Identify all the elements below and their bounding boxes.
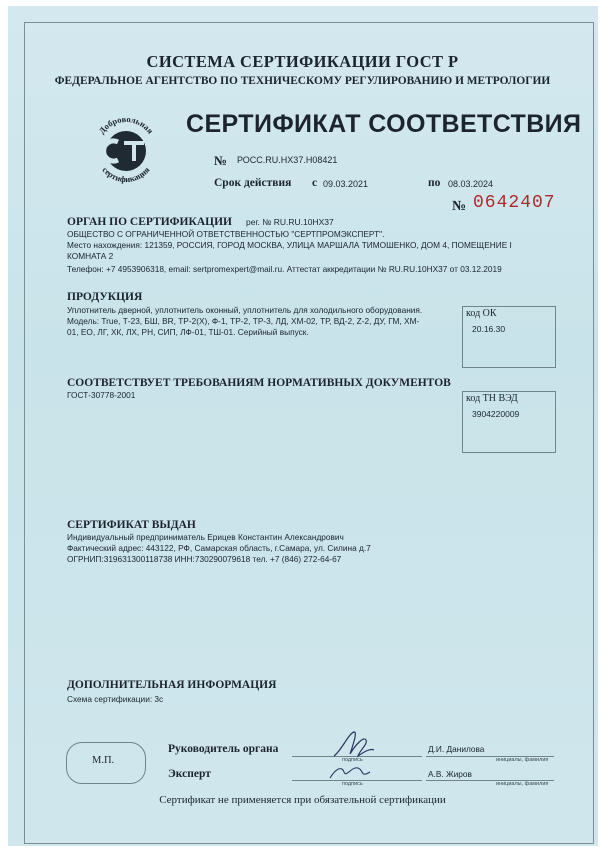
expert-name: А.В. Жиров (428, 769, 472, 779)
validity-from: 09.03.2021 (323, 179, 369, 189)
organ-line: Место нахождения: 121359, РОССИЯ, ГОРОД МОСКВА, УЛИЦА МАРШАЛА ТИМОШЕНКО, ДОМ 4, ПОМЕЩЕНИЕ I (67, 240, 512, 250)
validity-to: 08.03.2024 (448, 179, 494, 189)
organ-heading: ОРГАН ПО СЕРТИФИКАЦИИ (67, 216, 232, 228)
expert-label: Эксперт (168, 768, 211, 780)
logo-bottom-text: сертификация (100, 164, 152, 185)
tnved-code-label: код ТН ВЭД (466, 393, 518, 404)
issued-heading: СЕРТИФИКАТ ВЫДАН (67, 519, 196, 531)
organ-line: Телефон: +7 4953906318, email: sertpromexpert@mail.ru. Аттестат аккредитации № RU.RU.10НХ37 от 03.12.2019 (67, 264, 502, 274)
validity-label: Срок действия (214, 177, 292, 189)
product-line: 01, ЕО, ЛГ, ХК, ЛХ, РН, СИП, ЛФ-01, ТШ-01. Серийный выпуск. (67, 327, 309, 337)
additional-heading: ДОПОЛНИТЕЛЬНАЯ ИНФОРМАЦИЯ (67, 679, 277, 691)
validity-from-label: с (312, 177, 318, 189)
okpd-code: 20.16.30 (472, 324, 506, 334)
serial-number: 0642407 (473, 193, 556, 213)
expert-name-caption: инициалы, фамилия (496, 781, 549, 787)
organ-line: КОМНАТА 2 (67, 251, 114, 261)
product-line: Уплотнитель дверной, уплотнитель оконный, уплотнитель для холодильного оборудования. (67, 305, 423, 315)
head-name-caption: инициалы, фамилия (496, 757, 549, 763)
head-name: Д.И. Данилова (428, 744, 485, 754)
conformity-doc: ГОСТ-30778-2001 (67, 390, 136, 400)
issued-line: Фактический адрес: 443122, РФ, Самарская область, г.Самара, ул. Силина д.7 (67, 543, 371, 553)
system-title: СИСТЕМА СЕРТИФИКАЦИИ ГОСТ Р (146, 52, 459, 71)
issued-line: ОГРНИП:319631300118738 ИНН:730290079618 тел. +7 (846) 272-64-67 (67, 554, 342, 564)
certification-scheme: Схема сертификации: 3с (67, 694, 164, 704)
issued-line: Индивидуальный предприниматель Ерицев Константин Александрович (67, 532, 344, 542)
logo-top-text: Добровольная (96, 113, 156, 136)
head-label: Руководитель органа (168, 743, 279, 755)
rst-logo (88, 112, 164, 188)
okpd-code-label: код ОК (466, 308, 497, 319)
organ-line: ОБЩЕСТВО С ОГРАНИЧЕННОЙ ОТВЕТСТВЕННОСТЬЮ "СЕРТПРОМЭКСПЕРТ". (67, 229, 385, 239)
product-heading: ПРОДУКЦИЯ (67, 291, 143, 303)
conformity-heading: СООТВЕТСТВУЕТ ТРЕБОВАНИЯМ НОРМАТИВНЫХ ДОКУМЕНТОВ (67, 377, 451, 389)
certificate-number: РОСС.RU.НХ37.Н08421 (237, 155, 338, 165)
serial-label: № (452, 199, 467, 214)
footer-notice: Сертификат не применяется при обязательной сертификации (159, 794, 446, 806)
stamp-label: М.П. (92, 755, 115, 766)
certificate-title: СЕРТИФИКАТ СООТВЕТСТВИЯ (186, 110, 582, 138)
organ-reg: рег. № RU.RU.10НХ37 (246, 217, 334, 227)
tnved-code: 3904220009 (472, 409, 520, 419)
expert-sign-caption: подпись (342, 781, 363, 787)
validity-to-label: по (428, 177, 441, 189)
number-label: № (214, 153, 228, 168)
agency-title: ФЕДЕРАЛЬНОЕ АГЕНТСТВО ПО ТЕХНИЧЕСКОМУ РЕГУЛИРОВАНИЮ И МЕТРОЛОГИИ (54, 75, 551, 87)
rst-emblem-icon (88, 112, 164, 188)
head-sign-caption: подпись (342, 757, 363, 763)
product-line: Модель: True, Т-23, БШ, BR, ТР-2(Х), Ф-1, ТР-2, ТР-3, ЛД, ХМ-02, ТР, ВД-2, Z-2, ДУ, ГМ, ХМ- (67, 316, 420, 326)
